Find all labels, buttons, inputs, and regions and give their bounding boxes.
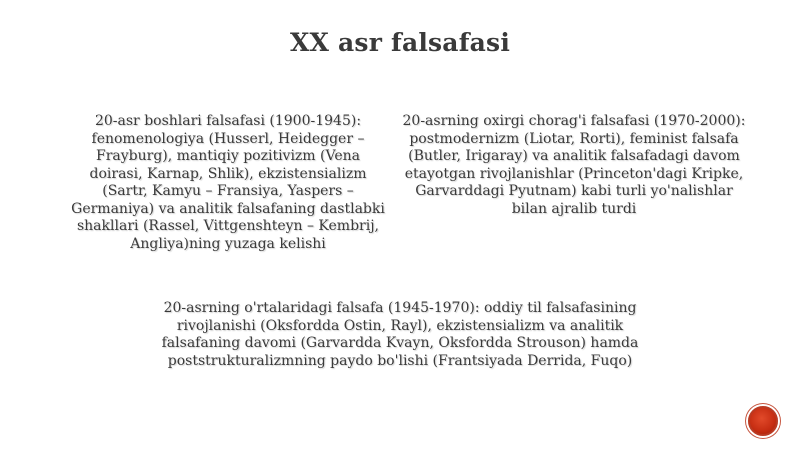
text-block-mid-20th-century: 20-asrning o'rtalaridagi falsafa (1945-1970): oddiy til falsafasining rivojlanishi (Oksfordda Ostin, Rayl), ekzistensializm va analitik falsafaning davomi (Garvardda Kvayn, Oksfordda Strouson) hamda poststrukturalizmning paydo bo'lishi (Frantsiyada Derrida, Fuqo) [161, 300, 639, 369]
slide-title: XX asr falsafasi [289, 28, 511, 57]
circle-nav-icon[interactable] [748, 406, 778, 436]
text-block-early-20th-century: 20-asr boshlari falsafasi (1900-1945): fenomenologiya (Husserl, Heidegger – Frayburg), mantiqiy pozitivizm (Vena doirasi, Karnap, Shlik), ekzistensializm (Sartr, Kamyu – Fransiya, Yaspers – Germaniya) va analitik falsafaning dastlabki shakllari (Rassel, Vittgenshteyn – Kembrij, Angliya)ning yuzaga kelishi [71, 113, 385, 252]
text-block-late-20th-century: 20-asrning oxirgi chorag'i falsafasi (1970-2000): postmodernizm (Liotar, Rorti), feminist falsafa (Butler, Irigaray) va analitik falsafadagi davom etayotgan rivojlanishlar (Princeton'dagi Kripke, Garvarddagi Pyutnam) kabi turli yo'nalishlar bilan ajralib turdi [402, 113, 746, 217]
